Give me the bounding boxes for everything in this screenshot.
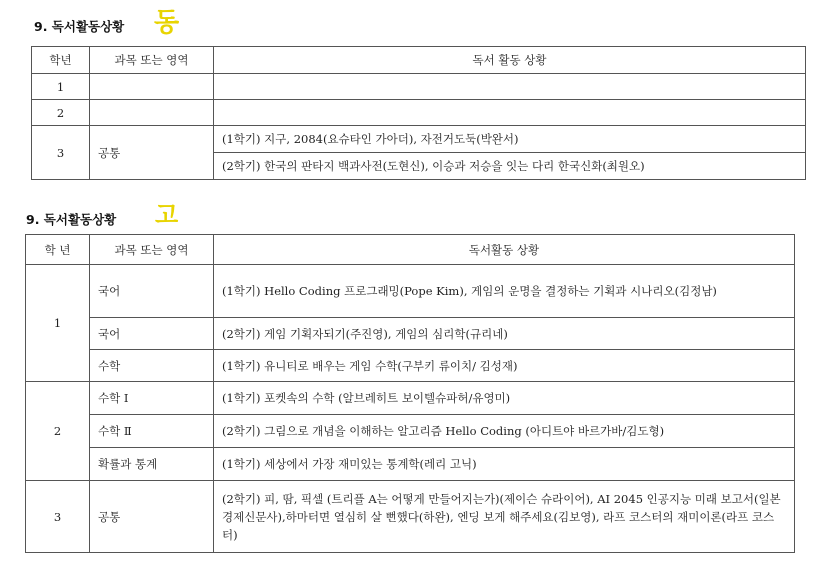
- subject-cell: 공통: [90, 481, 214, 553]
- activity-cell: (1학기) 포켓속의 수학 (알브레히트 보이텔슈파허/유영미): [214, 382, 795, 415]
- grade-cell: 3: [32, 126, 90, 180]
- subject-cell: 국어: [90, 318, 214, 350]
- header-activity: 독서 활동 상황: [214, 47, 806, 74]
- activity-cell: (1학기) 지구, 2084(요슈타인 가아더), 자전거도둑(박완서): [214, 126, 806, 153]
- activity-cell: (2학기) 한국의 판타지 백과사전(도현신), 이승과 저승을 잇는 다리 한국신화(최원오): [214, 153, 806, 180]
- table-row: [26, 318, 795, 350]
- section2-table: [25, 234, 795, 553]
- section2-title: 9. 독서활동상황: [26, 212, 117, 227]
- table-row: [26, 481, 795, 553]
- activity-cell: [214, 74, 806, 100]
- grade-cell: 2: [32, 100, 90, 126]
- activity-cell: (1학기) 유니티로 배우는 게임 수학(구부키 류이치/ 김성재): [214, 350, 795, 382]
- table-row: [32, 100, 806, 126]
- subject-cell: 수학: [90, 350, 214, 382]
- header-grade: 학 년: [26, 235, 90, 265]
- subject-cell: 수학 Ⅱ: [90, 415, 214, 448]
- section1-title: 9. 독서활동상황: [34, 19, 125, 34]
- activity-cell: (2학기) 피, 땀, 픽셀 (트리플 A는 어떻게 만들어지는가)(제이슨 슈라이어), AI 2045 인공지능 미래 보고서(일본경제신문사),하마터면 열심히 살 뻔했다(하완), 엔딩 보게 해주세요(김보영), 라프 코스터의 재미이론(라프 코스터): [214, 481, 795, 553]
- section1-table: [31, 46, 806, 180]
- table-row: [26, 448, 795, 481]
- header-activity: 독서활동 상황: [214, 235, 795, 265]
- activity-cell: (2학기) 게임 기획자되기(주진영), 게임의 심리학(규리네): [214, 318, 795, 350]
- grade-cell: 1: [26, 265, 90, 382]
- header-subject: 과목 또는 영역: [90, 47, 214, 74]
- subject-cell: 공통: [90, 126, 214, 180]
- table-header-row: [32, 47, 806, 74]
- subject-cell: 국어: [90, 265, 214, 318]
- table-row: [26, 382, 795, 415]
- section2-badge-logo: 고: [155, 201, 179, 229]
- subject-cell: [90, 74, 214, 100]
- table-row: [32, 126, 806, 153]
- table-header-row: [26, 235, 795, 265]
- activity-cell: (2학기) 그림으로 개념을 이해하는 알고리즘 Hello Coding (아디트야 바르가바/김도형): [214, 415, 795, 448]
- grade-cell: 1: [32, 74, 90, 100]
- table-row: [26, 350, 795, 382]
- activity-cell: (1학기) Hello Coding 프로그래밍(Pope Kim), 게임의 운명을 결정하는 기획과 시나리오(김정남): [214, 265, 795, 318]
- grade-cell: 3: [26, 481, 90, 553]
- subject-cell: 수학 Ⅰ: [90, 382, 214, 415]
- table-row: [26, 415, 795, 448]
- activity-cell: [214, 100, 806, 126]
- section1-badge-logo: 동: [154, 8, 180, 38]
- table-row: [26, 265, 795, 318]
- grade-cell: 2: [26, 382, 90, 481]
- table-row: [32, 74, 806, 100]
- header-grade: 학년: [32, 47, 90, 74]
- subject-cell: 확률과 통계: [90, 448, 214, 481]
- activity-cell: (1학기) 세상에서 가장 재미있는 통계학(레리 고닉): [214, 448, 795, 481]
- subject-cell: [90, 100, 214, 126]
- header-subject: 과목 또는 영역: [90, 235, 214, 265]
